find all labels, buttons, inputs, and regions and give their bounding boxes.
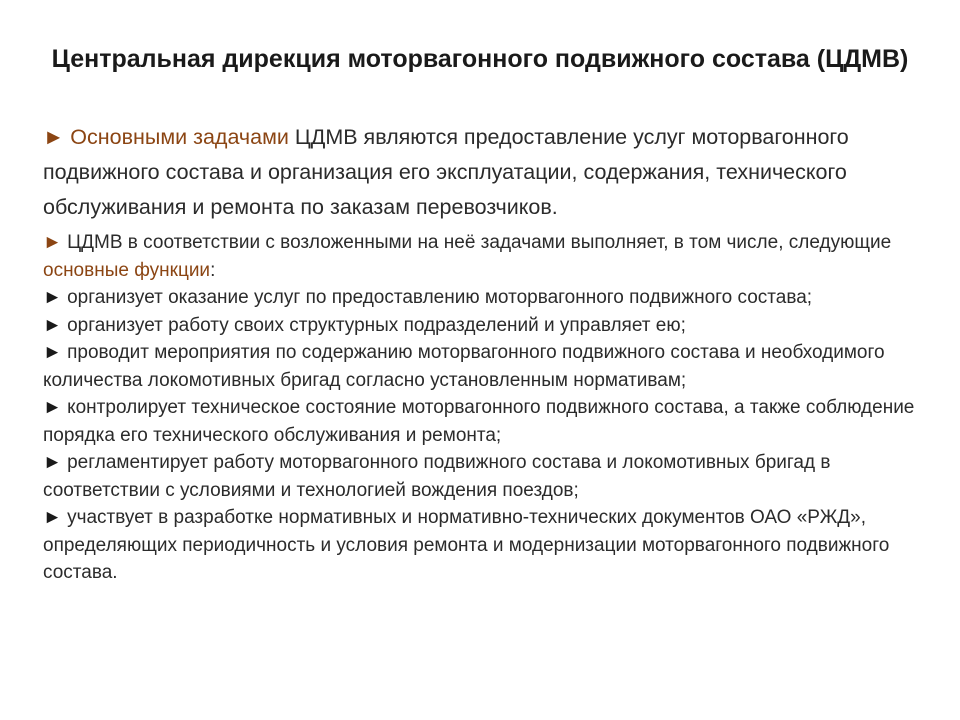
bullet-arrow-icon: ►: [43, 507, 62, 528]
function-item: [43, 339, 923, 394]
function-item-text: организует работу своих структурных подразделений и управляет ею;: [61, 314, 686, 336]
intro-highlight: Основными задачами: [70, 125, 289, 149]
intro-text: ЦДМВ являются предоставление услуг моторвагонного подвижного состава и организация его эксплуатации, содержания, технического обслуживания и ремонта по заказам перевозчиков.: [43, 125, 849, 219]
functions-intro-paragraph: [43, 229, 923, 284]
function-item-text: регламентирует работу моторвагонного подвижного состава и локомотивных бригад в соответствии с условиями и технологией вождения поездов;: [43, 452, 831, 501]
function-item: [43, 449, 923, 504]
function-item-text: участвует в разработке нормативных и нормативно-технических документов ОАО «РЖД», определяющих периодичность и условия ремонта и модернизации моторвагонного подвижного состава.: [43, 507, 890, 583]
function-item-text: организует оказание услуг по предоставлению моторвагонного подвижного состава;: [61, 287, 813, 308]
function-item-text: контролирует техническое состояние моторвагонного подвижного состава, а также соблюдение порядка его технического обслуживания и ремонта;: [43, 397, 915, 446]
slide-content: [43, 120, 923, 587]
bullet-arrow-icon: ►: [43, 342, 62, 363]
functions-intro-colon: :: [210, 259, 216, 281]
function-item: [43, 394, 923, 449]
bullet-arrow-icon: ►: [43, 287, 62, 308]
functions-intro-highlight: основные функции: [43, 259, 211, 281]
bullet-arrow-icon: ►: [43, 314, 62, 336]
function-item: [43, 312, 923, 340]
bullet-arrow-icon: ►: [43, 125, 65, 149]
function-item: [43, 284, 923, 312]
function-item-text: проводит мероприятия по содержанию моторвагонного подвижного состава и необходимого количества локомотивных бригад согласно установленным нормативам;: [43, 342, 885, 391]
slide-title: Центральная дирекция моторвагонного подвижного состава (ЦДМВ): [51, 45, 909, 73]
functions-intro-text: ЦДМВ в соответствии с возложенными на неё задачами выполняет, в том числе, следующие: [61, 232, 892, 253]
intro-paragraph: [43, 120, 923, 225]
bullet-arrow-icon: ►: [43, 452, 62, 473]
bullet-arrow-icon: ►: [43, 397, 62, 418]
bullet-arrow-icon: ►: [43, 232, 62, 253]
function-item: [43, 504, 923, 587]
